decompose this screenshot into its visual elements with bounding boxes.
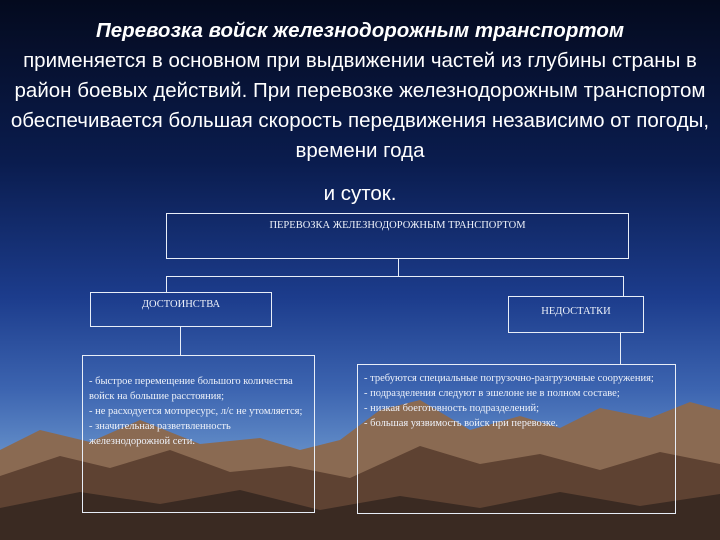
- connector-left-list: [180, 327, 181, 355]
- advantages-list-box: [82, 355, 315, 513]
- advantage-item: - не расходуется моторесурс, л/с не утомляется;: [89, 406, 303, 417]
- advantages-heading-box: ДОСТОИНСТВА: [90, 292, 272, 327]
- connector-left-drop: [166, 276, 167, 292]
- connector-horizontal: [166, 276, 624, 277]
- disadvantages-list-box: [357, 364, 676, 514]
- advantage-item: - значительная разветвленность железнодорожной сети.: [89, 421, 231, 447]
- connector-trunk: [398, 259, 399, 276]
- intro-text: [10, 16, 710, 166]
- disadvantage-item: - большая уязвимость войск при перевозке.: [364, 418, 559, 429]
- diagram-title-box: ПЕРЕВОЗКА ЖЕЛЕЗНОДОРОЖНЫМ ТРАНСПОРТОМ: [166, 213, 629, 259]
- intro-body: применяется в основном при выдвижении частей из глубины страны в район боевых действий. При перевозке железнодорожным транспортом обеспечивается большая скорость передвижения независимо от погоды, времени года: [10, 49, 710, 162]
- intro-tail: и суток.: [323, 182, 397, 205]
- intro-lead: Перевозка войск железнодорожным транспортом: [95, 19, 624, 42]
- disadvantage-item: - подразделения следуют в эшелоне не в полном составе;: [364, 388, 620, 399]
- disadvantages-heading-box: НЕДОСТАТКИ: [508, 296, 644, 333]
- connector-right-list: [620, 333, 621, 364]
- advantage-item: - быстрое перемещение большого количества войск на большие расстояния;: [89, 376, 293, 402]
- connector-right-drop: [623, 276, 624, 296]
- disadvantage-item: - низкая боеготовность подразделений;: [364, 403, 540, 414]
- disadvantage-item: - требуются специальные погрузочно-разгрузочные сооружения;: [364, 373, 654, 384]
